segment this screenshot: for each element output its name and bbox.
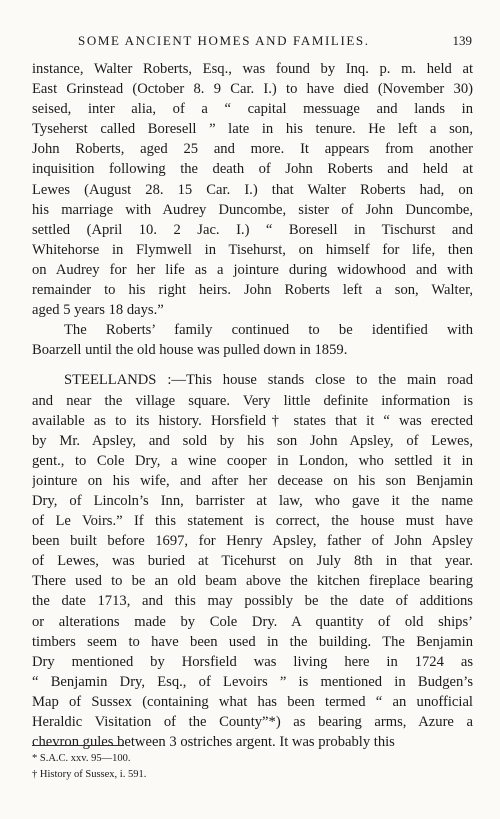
running-title: SOME ANCIENT HOMES AND FAMILIES. [78,33,370,48]
text-line: the date 1713, and this may possibly be the date of additions [32,593,473,610]
text-line: John Roberts, aged 25 and more. It appears from another [32,141,473,158]
text-line: Dry, of Lincoln’s Inn, barrister at law, who gave it the name [32,492,473,509]
text-line: aged 5 years 18 days.” [32,302,164,319]
paragraph-gap [32,360,473,370]
text-line: instance, Walter Roberts, Esq., was found by Inq. p. m. held at [32,61,473,77]
text-line: STEELLANDS :—This house stands close to the main road [64,372,473,389]
footnote: * S.A.C. xxv. 95—100. [32,753,131,764]
page-header [58,33,472,53]
text-line: settled (April 10. 2 Jac. I.) “ Boresell in Tischurst and [32,221,473,238]
text-line: and near the village square. Very little definite information is [32,392,473,409]
paragraph [32,320,473,360]
text-line: There used to be an old beam above the kitchen fireplace bearing [32,573,473,590]
text-line: jointure on his wife, and after her decease on his son Benjamin [32,472,473,489]
text-line: by Mr. Apsley, and sold by his son John Apsley, of Lewes, [32,432,473,449]
text-line: of Lewes, was buried at Ticehurst on July 8th in that year. [32,553,473,570]
text-line: timbers seem to have been used in the building. The Benjamin [32,633,473,650]
text-line: inquisition following the death of John Roberts and held at [32,161,473,178]
paragraph [32,370,473,752]
text-line: been built before 1697, for Henry Apsley, father of John Apsley [32,533,473,550]
text-line: “ Benjamin Dry, Esq., of Levoirs ” is mentioned in Budgen’s [32,673,473,690]
footnote-rule [32,745,124,746]
text-line: Whitehorse in Flymwell in Tisehurst, on himself for life, then [32,241,473,258]
text-line: East Grinstead (October 8. 9 Car. I.) to have died (November 30) [32,81,473,98]
text-line: Lewes (August 28. 15 Car. I.) that Walter Roberts had, on [32,181,473,198]
paragraph [32,59,473,320]
text-line: gent., to Cole Dry, a wine cooper in London, who settled it in [32,452,473,469]
footnotes [32,751,332,783]
text-line: his marriage with Audrey Duncombe, sister of John Duncombe, [32,201,473,218]
text-line: Heraldic Visitation of the County”*) as bearing arms, Azure a [32,714,473,730]
text-line: chevron gules between 3 ostriches argent. It was probably this [32,734,395,751]
footnote: † History of Sussex, i. 591. [32,769,147,780]
body-text [32,59,473,752]
text-line: The Roberts’ family continued to be identified with [64,322,473,339]
page-number: 139 [452,33,472,48]
text-line: available as to its history. Horsfield† states that it “ was erected [32,412,473,429]
text-line: on Audrey for her life as a jointure during widowhood and with [32,261,473,278]
text-line: or alterations made by Cole Dry. A quantity of old ships’ [32,613,473,630]
text-line: Boarzell until the old house was pulled down in 1859. [32,342,348,359]
text-line: seised, inter alia, of a “ capital messuage and lands in [32,101,473,118]
text-line: of Le Voirs.” If this statement is correct, the house must have [32,513,473,530]
text-line: Map of Sussex (containing what has been termed “ an unofficial [32,693,473,710]
text-line: remainder to his right heirs. John Roberts left a son, Walter, [32,282,473,299]
text-line: Dry mentioned by Horsfield was living here in 1724 as [32,653,473,670]
text-line: Tyseherst called Boresell ” late in his tenure. He left a son, [32,121,473,138]
